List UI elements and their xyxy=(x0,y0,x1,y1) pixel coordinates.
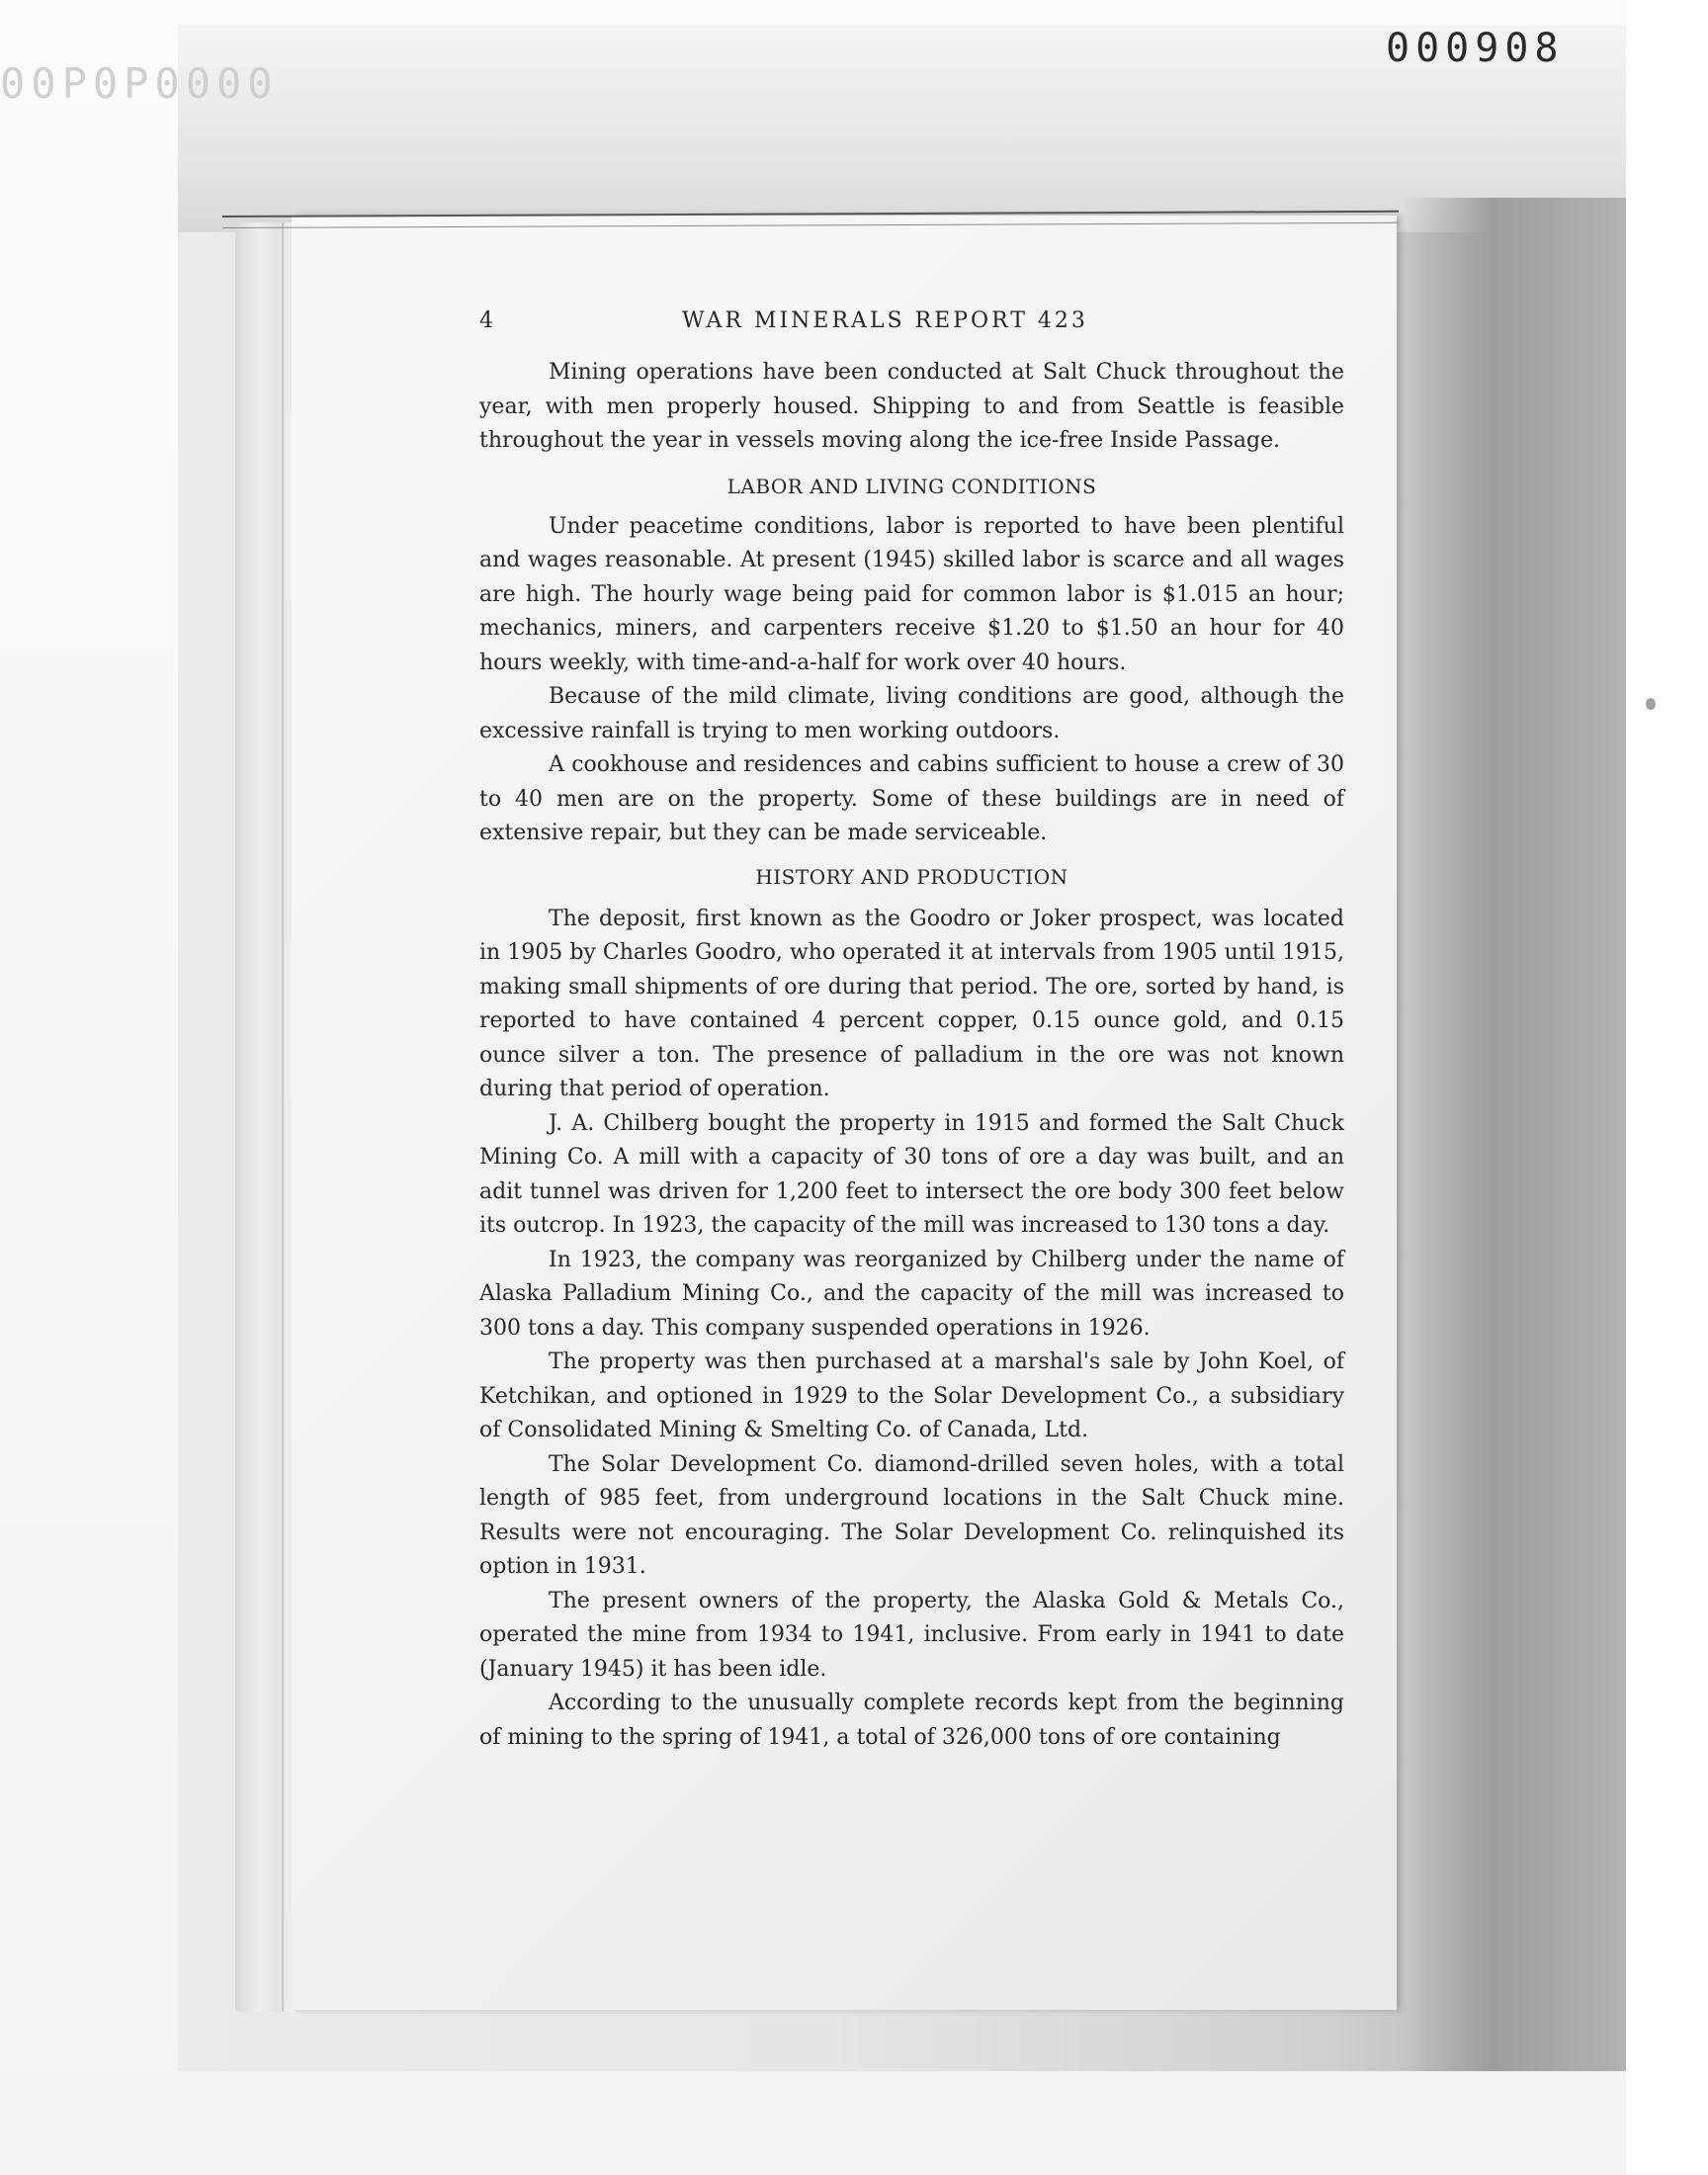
history-paragraph: The property was then purchased at a marshal's sale by John Koel, of Ketchikan, and optioned in 1929 to the Solar Development Co., a subsidiary of Consolidated Mining & Smelting Co. of Canada, Ltd. xyxy=(479,1349,1344,1442)
labor-heading: LABOR AND LIVING CONDITIONS xyxy=(726,474,1097,498)
intro-paragraph: Mining operations have been conducted at Salt Chuck throughout the year, with men properly housed. Shipping to and from Seattle is feasible throughout the year in vessels moving along the ice-free Inside Passage. xyxy=(479,360,1344,453)
history-heading: HISTORY AND PRODUCTION xyxy=(755,864,1068,889)
history-paragraph: According to the unusually complete records kept from the beginning of mining to the spring of 1941, a total of 326,000 tons of ore containing xyxy=(479,1691,1344,1750)
faded-stamp-number: 00P0P0000 xyxy=(0,59,279,108)
history-paragraph: In 1923, the company was reorganized by Chilberg under the name of Alaska Palladium Mining Co., and the capacity of the mill was increased to 300 tons a day. This company suspended operations in 1926. xyxy=(479,1247,1344,1341)
page-text xyxy=(479,299,1344,1755)
scan-right-margin xyxy=(1626,0,1708,2175)
labor-paragraph: Because of the mild climate, living conditions are good, although the excessive rainfall is trying to men working outdoors. xyxy=(479,684,1344,743)
binding-edge xyxy=(235,222,295,2012)
page-number: 4 xyxy=(479,308,493,333)
labor-paragraph: A cookhouse and residences and cabins sufficient to house a crew of 30 to 40 men are on the property. Some of these buildings are in need of extensive repair, but they can be made serviceable. xyxy=(479,752,1344,845)
report-title: WAR MINERALS REPORT 423 xyxy=(682,308,1088,333)
history-paragraph: The present owners of the property, the Alaska Gold & Metals Co., operated the mine from 1934 to 1941, inclusive. From early in 1941 to date (January 1945) it has been idle. xyxy=(479,1588,1344,1682)
running-head xyxy=(479,299,1344,338)
scan-speck xyxy=(1646,698,1656,710)
history-paragraph: J. A. Chilberg bought the property in 1915 and formed the Salt Chuck Mining Co. A mill with a capacity of 30 tons of ore a day was built, and an adit tunnel was driven for 1,200 feet to intersect the ore body 300 feet below its outcrop. In 1923, the capacity of the mill was increased to 130 tons a day. xyxy=(479,1110,1344,1238)
history-paragraph: The deposit, first known as the Goodro or Joker prospect, was located in 1905 by Charles Goodro, who operated it at intervals from 1905 until 1915, making small shipments of ore during that period. The ore, sorted by hand, is reported to have contained 4 percent copper, 0.15 ounce gold, and 0.15 ounce silver a ton. The presence of palladium in the ore was not known during that period of operation. xyxy=(479,906,1344,1101)
binding-edge-line xyxy=(282,222,284,2012)
history-paragraph: The Solar Development Co. diamond-drilled seven holes, with a total length of 985 feet, from underground locations in the Salt Chuck mine. Results were not encouraging. The Solar Development Co. relinquished its option in 1931. xyxy=(479,1451,1344,1579)
document-stamp-number: 000908 xyxy=(1386,26,1565,71)
page-right-shadow xyxy=(1404,198,1626,2071)
labor-paragraph: Under peacetime conditions, labor is reported to have been plentiful and wages reasonable. At present (1945) skilled labor is scarce and all wages are high. The hourly wage being paid for common labor is $1.015 an hour; mechanics, miners, and carpenters receive $1.20 to $1.50 an hour for 40 hours weekly, with time-and-a-half for work over 40 hours. xyxy=(479,513,1344,675)
